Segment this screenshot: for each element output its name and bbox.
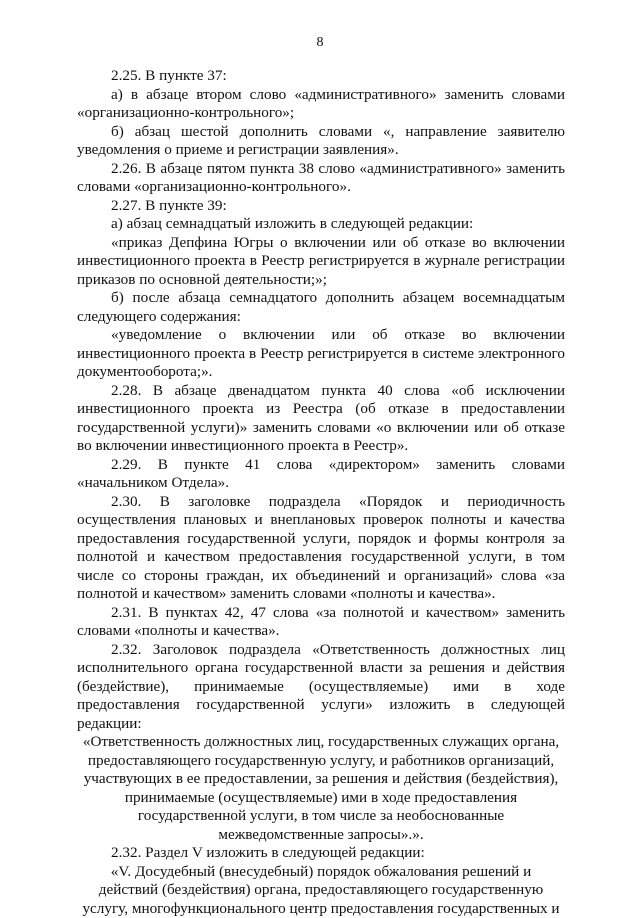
new-subsection-title-line: «Ответственность должностных лиц, государственных служащих органа, <box>77 733 565 752</box>
paragraph-2-25: 2.25. В пункте 37: <box>77 67 565 86</box>
section-v-title-line: услугу, многофункционального центр предоставления государственных и <box>77 900 565 918</box>
paragraph-2-32: 2.32. Заголовок подраздела «Ответственность должностных лиц исполнительного органа государственной власти за решения и действия (бездействие), принимаемые (осуществляемые) ими в ходе предоставления государственной услуги» изложить в следующей редакции: <box>77 641 565 734</box>
paragraph-2-27-b: б) после абзаца семнадцатого дополнить абзацем восемнадцатым следующего содержания: <box>77 289 565 326</box>
paragraph-2-25-b: б) абзац шестой дополнить словами «, направление заявителю уведомления о приеме и регистрации заявления». <box>77 123 565 160</box>
paragraph-2-27-a: а) абзац семнадцатый изложить в следующей редакции: <box>77 215 565 234</box>
paragraph-2-25-a: а) в абзаце втором слово «административного» заменить словами «организационно-контрольного»; <box>77 86 565 123</box>
paragraph-2-27-a-quote: «приказ Депфина Югры о включении или об отказе во включении инвестиционного проекта в Реестр регистрируется в журнале регистрации приказов по основной деятельности;»; <box>77 234 565 290</box>
document-body <box>77 67 565 918</box>
paragraph-2-26: 2.26. В абзаце пятом пункта 38 слово «административного» заменить словами «организационно-контрольного». <box>77 160 565 197</box>
new-subsection-title-line: принимаемые (осуществляемые) ими в ходе предоставления <box>77 789 565 808</box>
paragraph-2-27-b-quote: «уведомление о включении или об отказе во включении инвестиционного проекта в Реестр регистрируется в системе электронного документооборота;». <box>77 326 565 382</box>
new-subsection-title-line: государственной услуги, в том числе за необоснованные <box>77 807 565 826</box>
new-subsection-title-line: предоставляющего государственную услугу, и работников организаций, <box>77 752 565 771</box>
paragraph-2-31: 2.31. В пунктах 42, 47 слова «за полнотой и качеством» заменить словами «полноты и качества». <box>77 604 565 641</box>
paragraph-2-27: 2.27. В пункте 39: <box>77 197 565 216</box>
new-subsection-title-line: участвующих в ее предоставлении, за решения и действия (бездействия), <box>77 770 565 789</box>
section-v-title <box>77 863 565 918</box>
section-v-title-line: действий (бездействия) органа, предоставляющего государственную <box>77 881 565 900</box>
paragraph-2-28: 2.28. В абзаце двенадцатом пункта 40 слова «об исключении инвестиционного проекта из Реестра (об отказе в предоставлении государственной услуги)» заменить словами «о включении или об отказе во включении инвестиционного проекта в Реестр». <box>77 382 565 456</box>
new-subsection-title <box>77 733 565 844</box>
section-v-title-line: «V. Досудебный (внесудебный) порядок обжалования решений и <box>77 863 565 882</box>
new-subsection-title-line: межведомственные запросы».». <box>77 826 565 845</box>
paragraph-2-32-section-v: 2.32. Раздел V изложить в следующей редакции: <box>77 844 565 863</box>
page-number: 8 <box>0 34 640 53</box>
paragraph-2-29: 2.29. В пункте 41 слова «директором» заменить словами «начальником Отдела». <box>77 456 565 493</box>
paragraph-2-30: 2.30. В заголовке подраздела «Порядок и периодичность осуществления плановых и внеплановых проверок полноты и качества предоставления государственной услуги, порядок и формы контроля за полнотой и качеством предоставления государственной услуги, в том числе со стороны граждан, их объединений и организаций» слова «за полнотой и качеством» заменить словами «полноты и качества». <box>77 493 565 604</box>
